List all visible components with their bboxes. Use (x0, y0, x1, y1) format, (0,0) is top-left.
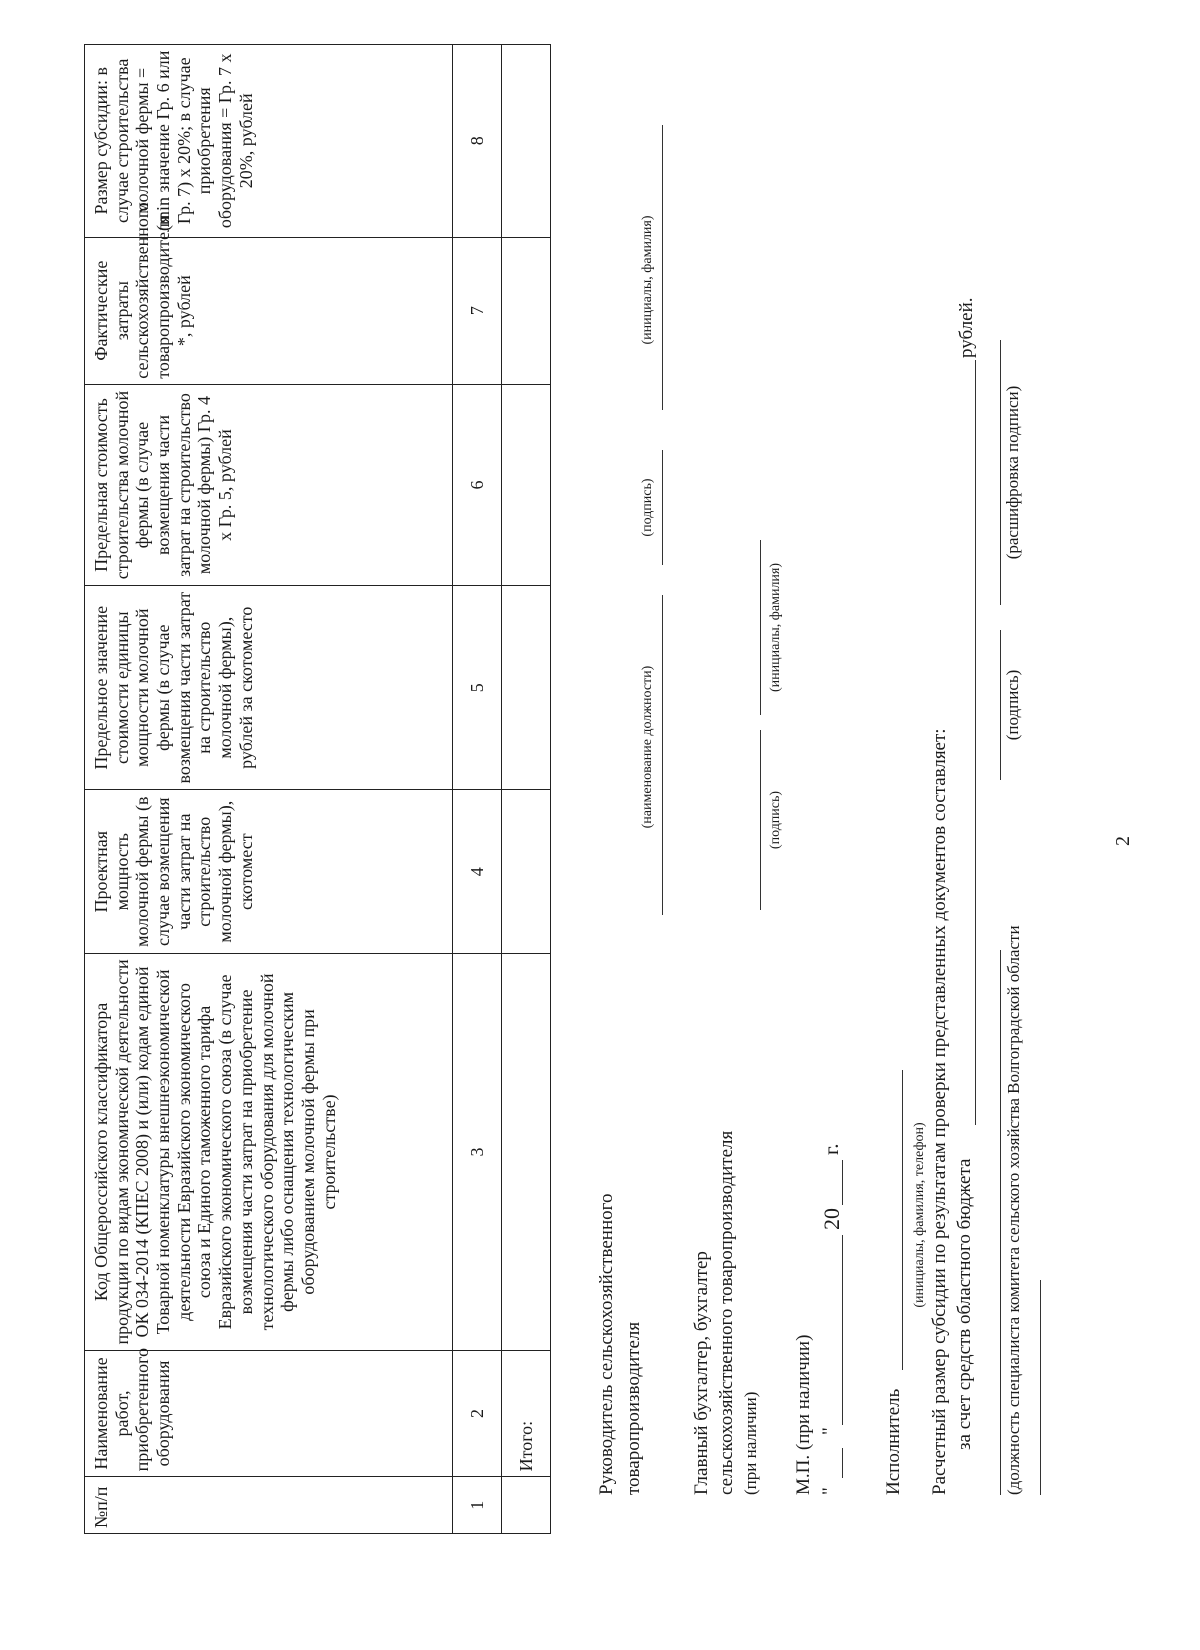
specialist-position-line (1000, 950, 1001, 1495)
total-label: Итого: (502, 1350, 551, 1477)
specialist-decode-caption: (расшифровка подписи) (1003, 385, 1022, 560)
date-year-line (842, 1160, 843, 1205)
head-label-line2: товаропроизводителя (623, 1321, 644, 1495)
head-signature-caption: (подпись) (640, 478, 655, 537)
column-number: 6 (453, 384, 502, 586)
accountant-signature-line (760, 730, 761, 910)
specialist-label: (должность специалиста комитета сельского хозяйства Волгоградской области (1004, 925, 1023, 1495)
column-header: Проектная мощность молочной фермы (в случае возмещения части затрат на строительство молочной фермы), скотомест (85, 790, 453, 954)
column-number: 3 (453, 954, 502, 1350)
accountant-initials-caption: (инициалы, фамилия) (768, 562, 783, 693)
accountant-signature-caption: (подпись) (768, 790, 783, 850)
date-year-suffix: г. (819, 1143, 843, 1155)
column-header: Код Общероссийского классификатора продукции по видам экономической деятельности ОК 034-2014 (КПЕС 2008) и (или) кодам единой Товарной номенклатуры внешнеэкономической деятельности Евразийского экономического союза и Единого таможенного тарифа Евразийского экономического союза (в случае возмещения части затрат на приобретение технологического оборудования для молочной фермы либо оснащения технологическим оборудованием молочной фермы при строительстве) (85, 954, 453, 1350)
date-year-prefix: 20 (819, 1208, 844, 1230)
column-header: Предельное значение стоимости единицы мощности молочной фермы (в случае возмещения части затрат на строительство молочной фермы), рублей за скотоместо (85, 586, 453, 790)
calc-line2: за счет средств областного бюджета (954, 1158, 975, 1450)
calc-currency: рублей. (956, 297, 977, 358)
calc-line1: Расчетный размер субсидии по результатам проверки представленных документов составляет: (929, 728, 950, 1495)
accountant-initials-line (760, 540, 761, 715)
specialist-signature-caption: (подпись) (1003, 669, 1022, 741)
calc-amount-line (975, 360, 976, 1125)
accountant-line3: (при наличии) (741, 1391, 760, 1495)
page-number: 2 (1112, 836, 1134, 846)
executor-label: Исполнитель (883, 1388, 904, 1495)
executor-caption: (инициалы, фамилия, телефон) (912, 1122, 927, 1308)
column-number: 1 (453, 1477, 502, 1534)
stamp-label: М.П. (при наличии) (793, 1334, 814, 1495)
column-header: Наименование работ, приобретенного оборудования (85, 1350, 453, 1477)
head-signature-line (662, 450, 663, 565)
date-quote-open: " (819, 1487, 840, 1495)
specialist-name-line (1040, 1280, 1041, 1495)
position-line (662, 595, 663, 915)
column-number: 7 (453, 237, 502, 384)
head-initials-caption: (инициалы, фамилия) (640, 215, 655, 345)
date-day-line (842, 1448, 843, 1478)
column-number: 8 (453, 45, 502, 238)
column-number: 4 (453, 790, 502, 954)
position-caption: (наименование должности) (640, 665, 655, 829)
accountant-line2: сельскохозяйственного товаропроизводителя (716, 1130, 737, 1495)
column-header: Фактические затраты сельскохозяйственного товаропроизводителя *, рублей (85, 237, 453, 384)
date-month-line (842, 1235, 843, 1425)
executor-line (902, 1070, 903, 1370)
column-header: Размер субсидии: в случае строительства молочной фермы = (min значение Гр. 6 или Гр. 7) х 20%; в случае приобретения оборудования = Гр. 7 х 20%, рублей (85, 45, 453, 238)
specialist-signature-line (1000, 630, 1001, 780)
head-initials-line (662, 125, 663, 410)
accountant-line1: Главный бухгалтер, бухгалтер (691, 1251, 712, 1495)
column-number: 5 (453, 586, 502, 790)
column-header: №п/п (85, 1477, 453, 1534)
head-label-line1: Руководитель сельскохозяйственного (596, 1193, 617, 1495)
date-quote-close: " (819, 1427, 840, 1435)
specialist-decode-line (1000, 340, 1001, 605)
column-number: 2 (453, 1350, 502, 1477)
column-header: Предельная стоимость строительства молочной фермы (в случае возмещения части затрат на строительство молочной фермы) Гр. 4 х Гр. 5, рублей (85, 384, 453, 586)
